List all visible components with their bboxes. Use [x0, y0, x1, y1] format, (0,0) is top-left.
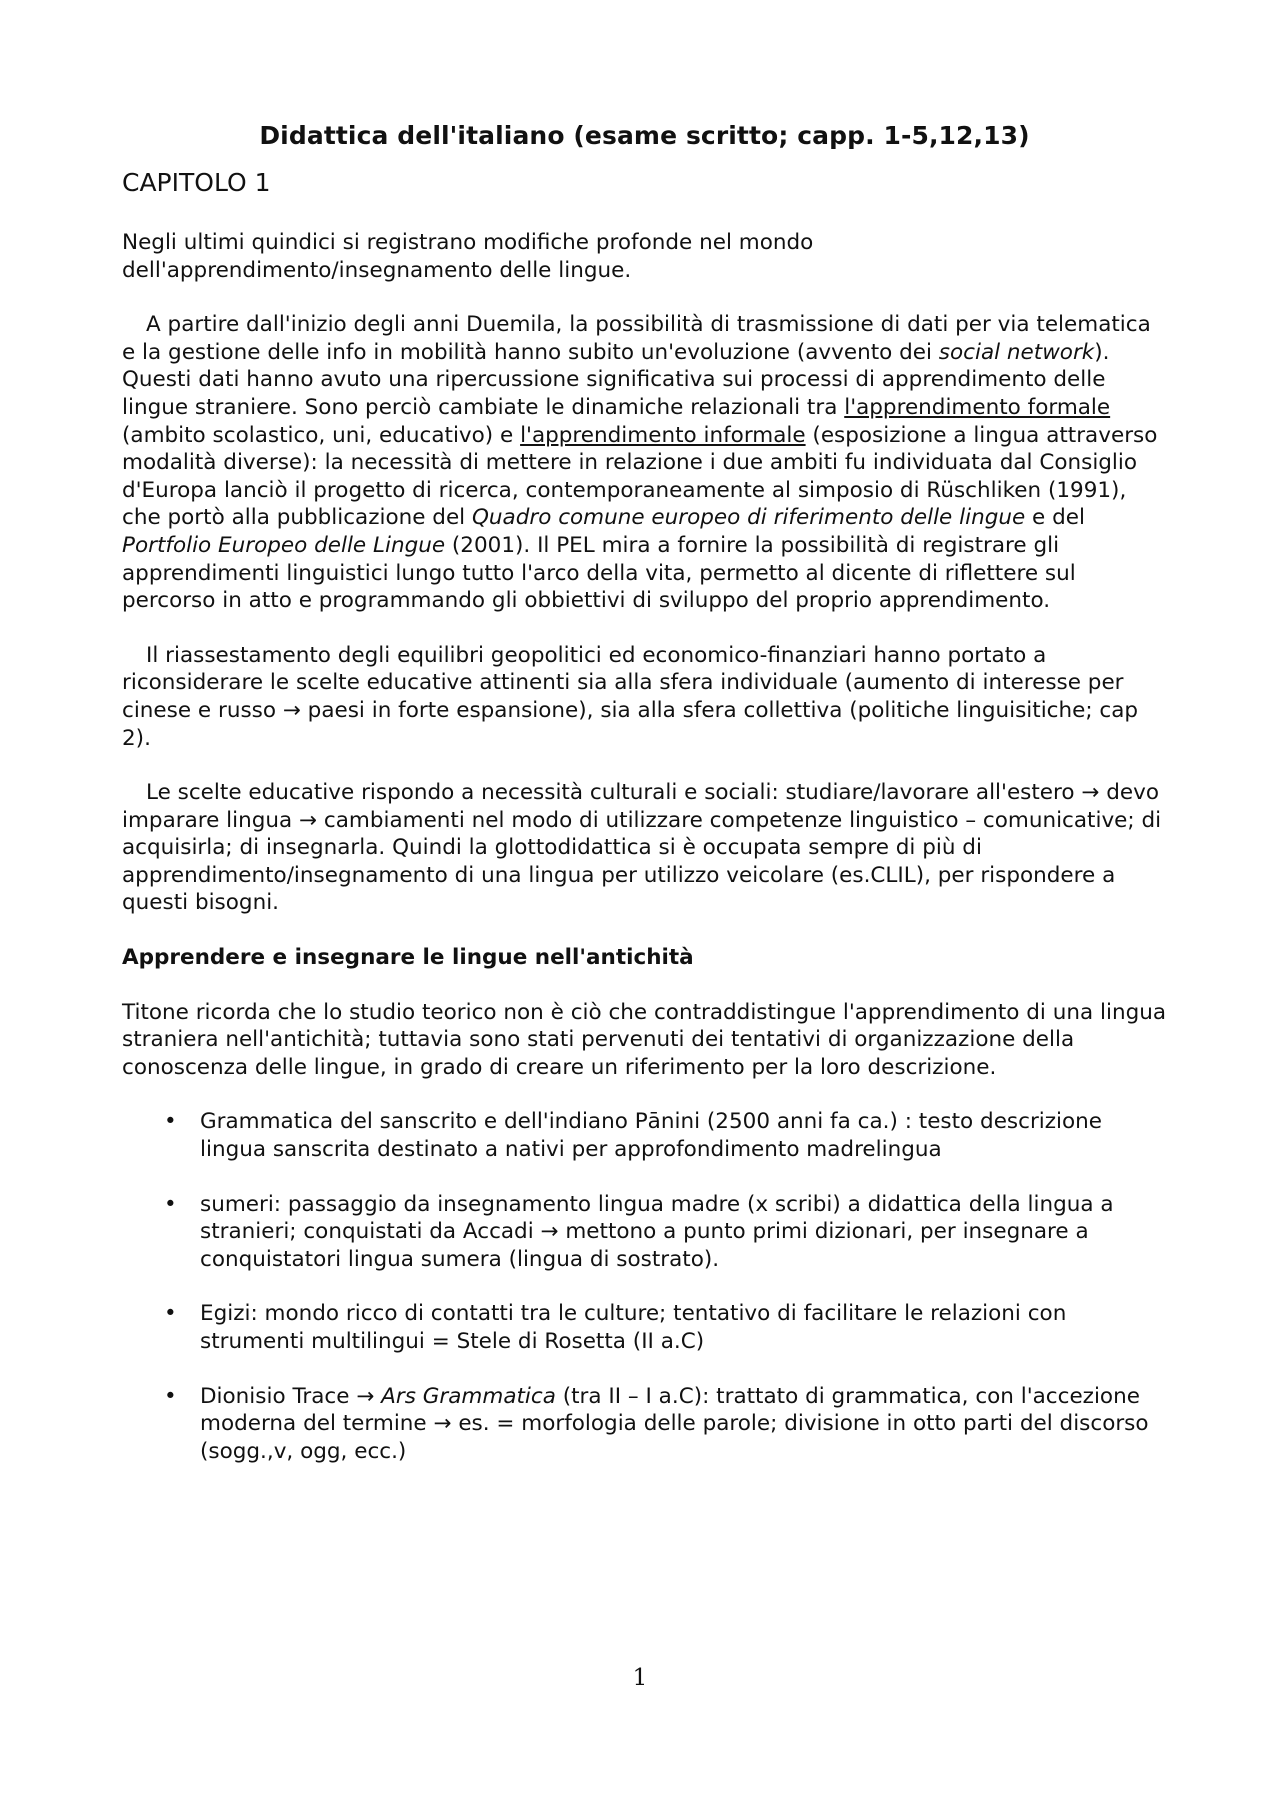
chapter-heading: CAPITOLO 1: [122, 168, 271, 197]
bullet-icon: •: [164, 1383, 177, 1409]
list-item: [122, 1191, 1167, 1274]
text-run: (ambito scolastico, uni, educativo) e: [122, 422, 521, 448]
underlined-term-informale: l'apprendimento informale: [520, 422, 806, 448]
page-number: 1: [632, 1665, 648, 1691]
list-item: [122, 1383, 1167, 1466]
page-content: [122, 120, 1167, 1492]
text-run: ). Questi dati hanno avuto una ripercussione significativa sui processi di apprendimento delle lingue straniere. Sono perciò cambiate le dinamiche relazionali tra: [122, 339, 1110, 420]
italic-title-portfolio: Portfolio Europeo delle Lingue: [122, 532, 446, 558]
text-run: (2001). Il PEL mira a fornire la possibilità di registrare gli apprendimenti linguistici lungo tutto l'arco della vita, permetto al dicente di riflettere sul percorso in atto e programmando gli obbiettivi di sviluppo del proprio apprendimento.: [122, 532, 1076, 614]
text-run: A partire dall'inizio degli anni Duemila, la possibilità di trasmissione di dati per via telematica e la gestione delle info in mobilità hanno subito un'evoluzione (avvento dei: [122, 312, 1151, 365]
italic-title-quadro: Quadro comune europeo di riferimento delle lingue: [472, 505, 1026, 531]
text-run: (tra II – I a.C): trattato di grammatica, con l'accezione moderna del termine → es. = morfologia delle parole; divisione in otto parti del discorso (sogg.,v, ogg, ecc.): [200, 1383, 1149, 1464]
text-run: Dionisio Trace →: [200, 1383, 382, 1409]
list-item-text: [200, 1384, 1149, 1464]
italic-term-social-network: social network: [938, 339, 1095, 365]
list-item-text: Egizi: mondo ricco di contatti tra le culture; tentativo di facilitare le relazioni con strumenti multilingui = Stele di Rosetta (II a.C): [200, 1301, 1067, 1354]
text-run: (esposizione a lingua attraverso modalità diverse): la necessità di mettere in relazione i due ambiti fu individuata dal Consiglio d'Europa lanciò il progetto di ricerca, contemporaneamente al simposio di Rüschliken (1991), che portò alla pubblicazione del: [122, 422, 1158, 531]
bullet-list: [122, 1108, 1167, 1465]
list-item: [122, 1108, 1167, 1163]
paragraph-geopolitica: Il riassestamento degli equilibri geopolitici ed economico-finanziari hanno portato a riconsiderare le scelte educative attinenti sia alla sfera individuale (aumento di interesse per cinese e russo → paesi in forte espansione), sia alla sfera collettiva (politiche linguisitiche; cap 2).: [122, 642, 1139, 751]
bullet-icon: •: [164, 1301, 177, 1327]
bullet-icon: •: [164, 1191, 177, 1217]
underlined-term-formale: l'apprendimento formale: [844, 394, 1111, 420]
paragraph-scelte-educative: Le scelte educative rispondo a necessità culturali e sociali: studiare/lavorare all'estero → devo imparare lingua → cambiamenti nel modo di utilizzare competenze linguistico – comunicative; di acquisirla; di insegnarla. Quindi la glottodidattica si è occupata sempre di più di apprendimento/insegnamento di una lingua per utilizzo veicolare (es.CLIL), per rispondere a questi bisogni.: [122, 780, 1162, 916]
document-title: Didattica dell'italiano (esame scritto; capp. 1-5,12,13): [259, 121, 1030, 150]
list-item: [122, 1300, 1167, 1355]
text-run: e del: [1025, 505, 1085, 531]
list-item-text: Grammatica del sanscrito e dell'indiano Pānini (2500 anni fa ca.) : testo descrizione lingua sanscrita destinato a nativi per approfondimento madrelingua: [200, 1109, 1103, 1163]
paragraph-intro: Negli ultimi quindici si registrano modifiche profonde nel mondo dell'apprendimento/insegnamento delle lingue.: [122, 230, 814, 283]
italic-title-ars-grammatica: Ars Grammatica: [381, 1383, 556, 1409]
list-item-text: sumeri: passaggio da insegnamento lingua madre (x scribi) a didattica della lingua a stranieri; conquistati da Accadi → mettono a punto primi dizionari, per insegnare a conquistatori lingua sumera (lingua di sostrato).: [200, 1191, 1114, 1272]
bullet-icon: •: [164, 1109, 177, 1135]
section-heading-antichita: Apprendere e insegnare le lingue nell'antichità: [122, 945, 694, 971]
paragraph-titone: Titone ricorda che lo studio teorico non è ciò che contraddistingue l'apprendimento di una lingua straniera nell'antichità; tuttavia sono stati pervenuti dei tentativi di organizzazione della conoscenza delle lingue, in grado di creare un riferimento per la loro descrizione.: [122, 999, 1167, 1080]
paragraph-duemila: [122, 311, 1167, 615]
